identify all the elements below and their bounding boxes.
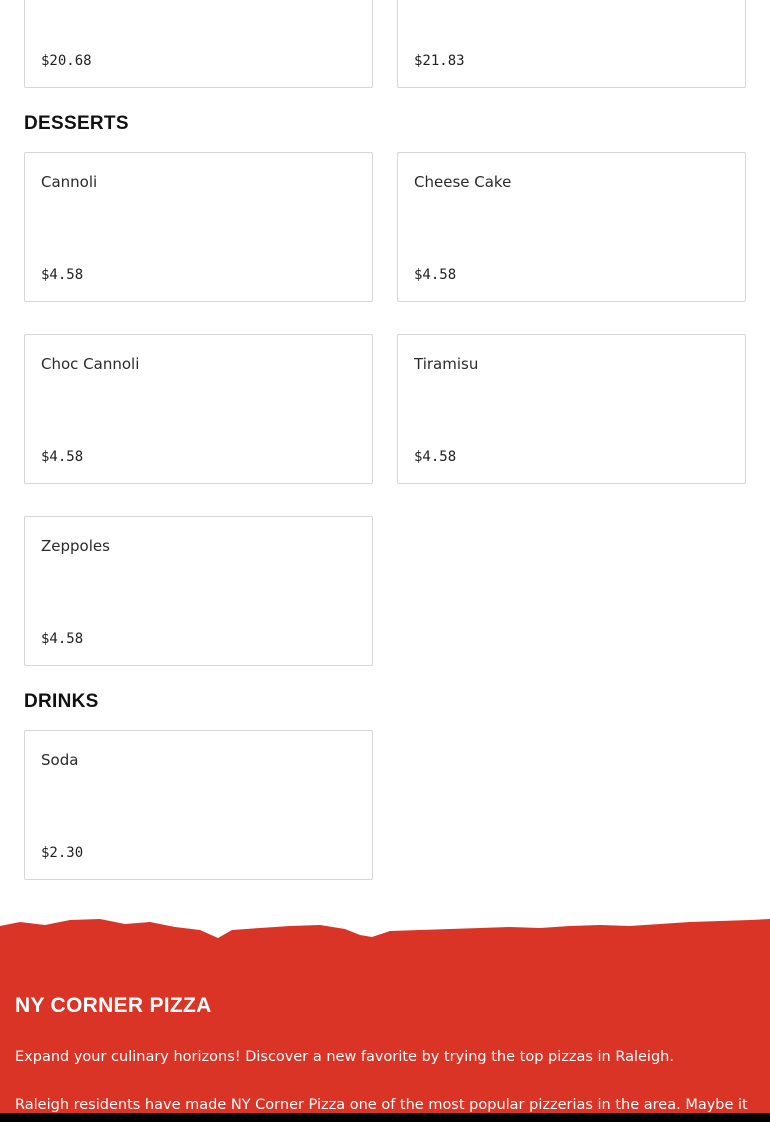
item-name: Cheese Cake <box>414 173 512 191</box>
menu-item-soda[interactable] <box>24 730 373 880</box>
item-price: $4.58 <box>41 449 84 465</box>
item-price: $4.58 <box>41 631 84 647</box>
footer-blurb: Raleigh residents have made NY Corner Pizza one of the most popular pizzerias in the area. Maybe it <box>15 1097 748 1113</box>
menu-item-tiramisu[interactable] <box>397 334 746 484</box>
site-footer <box>0 916 770 1122</box>
footer-tagline: Expand your culinary horizons! Discover a new favorite by trying the top pizzas in Raleigh. <box>15 1049 674 1065</box>
menu-item-cannoli[interactable] <box>24 152 373 302</box>
item-name: Choc Cannoli <box>41 355 140 373</box>
menu-item-card[interactable] <box>397 0 746 88</box>
menu-item-zeppoles[interactable] <box>24 516 373 666</box>
menu-item-card[interactable] <box>24 0 373 88</box>
menu-item-choc-cannoli[interactable] <box>24 334 373 484</box>
item-price: $20.68 <box>41 53 92 69</box>
section-title-desserts: DESSERTS <box>24 113 129 134</box>
item-price: $21.83 <box>414 53 465 69</box>
item-name: Soda <box>41 751 79 769</box>
item-name: Cannoli <box>41 173 98 191</box>
menu-item-cheese-cake[interactable] <box>397 152 746 302</box>
section-title-drinks: DRINKS <box>24 691 99 712</box>
item-price: $4.58 <box>414 267 457 283</box>
footer-brand: NY CORNER PIZZA <box>15 994 212 1017</box>
item-price: $4.58 <box>414 449 457 465</box>
bottom-bar <box>0 1113 770 1122</box>
footer-background <box>0 946 770 1122</box>
item-price: $2.30 <box>41 845 84 861</box>
item-name: Tiramisu <box>414 355 479 373</box>
item-name: Zeppoles <box>41 537 110 555</box>
item-price: $4.58 <box>41 267 84 283</box>
